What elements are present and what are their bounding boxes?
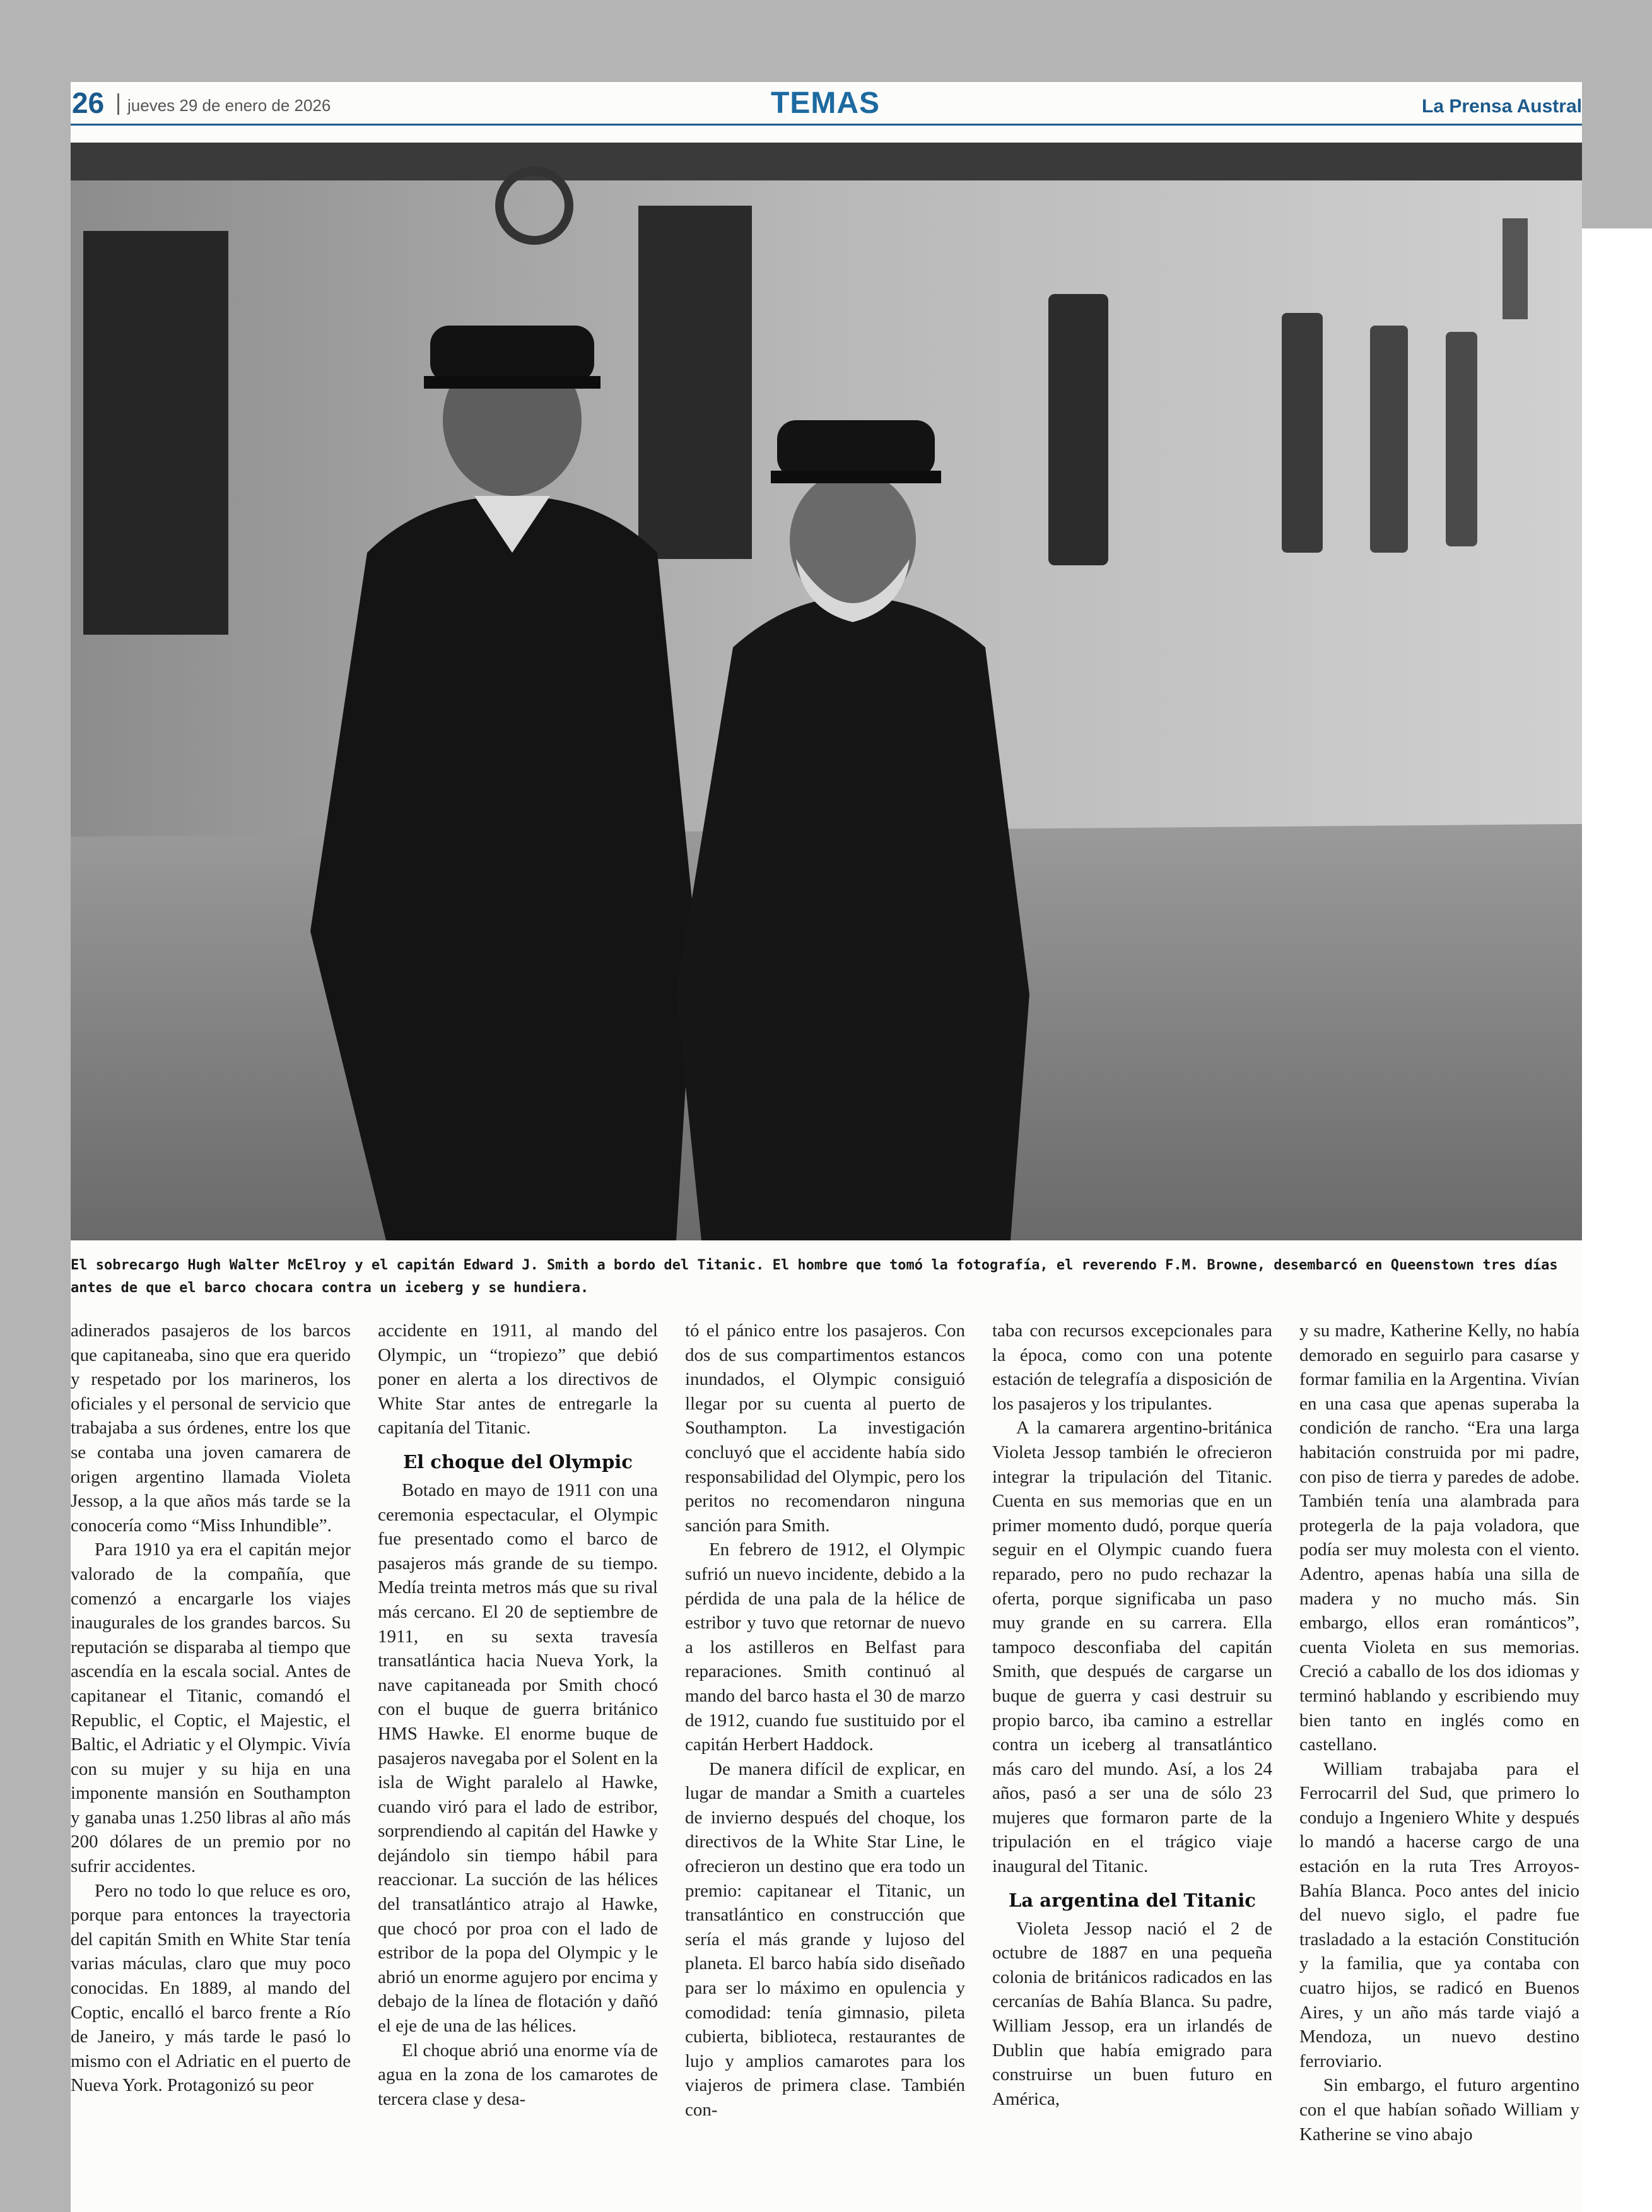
paragraph: De manera difícil de explicar, en lugar de mandar a Smith a cuarteles de invierno después del choque, los directivos de la White Star Line, le ofrecieron un destino que era todo un premio: capitanear el Titanic, un transatlántico en construcción que sería el más grande y lujoso del planeta. El barco había sido diseñado para ser lo máximo en opulencia y comodidad: tenía gimnasio, pileta cubierta, biblioteca, restaurantes de lujo y amplios camarotes para los viajeros de primera clase. También con- [685, 1758, 965, 2120]
paragraph: A la camarera argentino-británica Violeta Jessop también le ofrecieron integrar la tripulación del Titanic. Cuenta en sus memorias que en un primer momento dudó, porque quería seguir en el Olympic cuando fuera reparado, pero no pudo rechazar la oferta, porque significaba un paso muy grande en su carrera. Ella tampoco desconfiaba del capitán Smith, que después de cargarse un buque de guerra y casi destruir su propio barco, iba camino a estrellar contra un iceberg al transatlántico más caro del mundo. Así, a los 24 años, pasó a ser una de sólo 23 mujeres que formaron parte de la tripulación en el trágico viaje inaugural del Titanic. [992, 1418, 1272, 1877]
paragraph: Botado en mayo de 1911 con una ceremonia espectacular, el Olympic fue presentado como el barco de pasajeros más grande de su tiempo. Medía treinta metros más que su rival más cercano. El 20 de septiembre de 1911, en su sexta travesía transatlántica hacia Nueva York, la nave capitaneada por Smith chocó con el buque de guerra británico HMS Hawke. El enorme buque de pasajeros navegaba por el Solent en la isla de Wight paralelo al Hawke, cuando viró para el lado de estribor, sorprendiendo al capitán del Hawke y dejándolo sin tiempo hábil para reaccionar. La succión de las hélices del transatlántico atrajo al Hawke, que chocó por proa con el lado de estribor de la popa del Olympic y le abrió un enorme agujero por encima y debajo de la línea de flotación y dañó el eje de una de las hélices. [378, 1480, 658, 2037]
article-column-3 [685, 1319, 965, 2122]
header-rule [71, 124, 1582, 126]
main-photo [71, 143, 1582, 1240]
subheading-olympic: El choque del Olympic [403, 1450, 633, 1473]
paragraph: Para 1910 ya era el capitán mejor valorado de la compañía, que comenzó a encargarle los viajes inaugurales de los grandes barcos. Su reputación se disparaba al tiempo que ascendía en la escala social. Antes de capitanear el Titanic, comandó el Republic, el Coptic, el Majestic, el Baltic, el Adriatic y el Olympic. Vivía con su mujer y su hija en una imponente mansión en Southampton y ganaba unas 1.250 libras al año más 200 dólares de un premio por no sufrir accidentes. [71, 1539, 351, 1877]
article-column-4 [992, 1319, 1272, 2111]
paragraph: y su madre, Katherine Kelly, no había demorado en seguirlo para casarse y formar familia en la Argentina. Vivían en una casa que apenas superaba la condición de rancho. “Era una larga habitación construida por mi padre, con piso de tierra y paredes de adobe. También tenía una alambrada para protegerla de la paja voladora, que podía ser muy molesta con el viento. Adentro, apenas había una silla de madera y no mucho más. Sin embargo, ellos eran románticos”, cuenta Violeta en sus memorias. Creció a caballo de los dos idiomas y terminó hablando y escribiendo muy bien tanto en inglés como en castellano. [1299, 1321, 1579, 1755]
paragraph: accidente en 1911, al mando del Olympic, un “tropiezo” que debió poner en alerta a los directivos de White Star antes de entregarle la capitanía del Titanic. [378, 1321, 658, 1438]
header-divider [117, 93, 119, 115]
paragraph: En febrero de 1912, el Olympic sufrió un nuevo incidente, debido a la pérdida de una pala de la hélice de estribor y tuvo que retornar de nuevo a los astilleros en Belfast para reparaciones. Smith continuó al mando del barco hasta el 30 de marzo de 1912, cuando fue sustituido por el capitán Herbert Haddock. [685, 1539, 965, 1755]
subheading-argentina: La argentina del Titanic [1009, 1889, 1256, 1911]
issue-date: jueves 29 de enero de 2026 [127, 96, 331, 115]
paragraph: tó el pánico entre los pasajeros. Con dos de sus compartimentos estancos inundados, el Olympic consiguió llegar por su cuenta al puerto de Southampton. La investigación concluyó que el accidente había sido responsabilidad del Olympic, pero los peritos no recomendaron ninguna sanción para Smith. [685, 1321, 965, 1536]
page-header [71, 82, 1582, 126]
article-column-2 [378, 1319, 658, 2111]
paragraph: Violeta Jessop nació el 2 de octubre de 1887 en una pequeña colonia de británicos radicados en las cercanías de Bahía Blanca. Su padre, William Jessop, era un irlandés de Dublin que había emigrado para construirse un buen futuro en América, [992, 1918, 1272, 2109]
article-column-1 [71, 1319, 351, 2098]
paragraph: William trabajaba para el Ferrocarril del Sud, que primero lo condujo a Ingeniero White y después lo mandó a hacerse cargo de una estación en la ruta Tres Arroyos-Bahía Blanca. Poco antes del inicio del nuevo siglo, el padre fue trasladado a la estación Constitución y la familia, que ya contaba con cuatro hijos, se radicó en Buenos Aires, y un año más tarde viajó a Mendoza, un nuevo destino ferroviario. [1299, 1758, 1579, 2071]
article-column-5 [1299, 1319, 1579, 2146]
publication-name: La Prensa Austral [1422, 96, 1582, 117]
page-number: 26 [72, 86, 105, 119]
paragraph: Sin embargo, el futuro argentino con el que habían soñado William y Katherine se vino abajo [1299, 2075, 1579, 2144]
paragraph: El choque abrió una enorme vía de agua en la zona de los camarotes de tercera clase y desa- [378, 2040, 658, 2109]
newspaper-page [71, 82, 1582, 2212]
section-title: TEMAS [771, 86, 880, 120]
paragraph: Pero no todo lo que reluce es oro, porque para entonces la trayectoria del capitán Smith en White Star tenía varias máculas, claro que muy poco conocidas. En 1889, al mando del Coptic, encalló el barco frente a Río de Janeiro, y más tarde le pasó lo mismo con el Adriatic en el puerto de Nueva York. Protagonizó su peor [71, 1880, 351, 2096]
photo-illustration [71, 143, 1582, 1240]
paragraph: adinerados pasajeros de los barcos que capitaneaba, sino que era querido y respetado por los marineros, los oficiales y el personal de servicio que trabajaba a sus órdenes, entre los que se contaba una joven camarera de origen argentino llamada Violeta Jessop, a la que años más tarde se la conocería como “Miss Inhundible”. [71, 1321, 351, 1536]
paragraph: taba con recursos excepcionales para la época, como con una potente estación de telegrafía a disposición de los pasajeros y los tripulantes. [992, 1321, 1272, 1414]
photo-caption: El sobrecargo Hugh Walter McElroy y el capitán Edward J. Smith a bordo del Titanic. El hombre que tomó la fotografía, el reverendo F.M. Browne, desembarcó en Queenstown tres días antes de que el barco chocara contra un iceberg y se hundiera. [71, 1257, 1558, 1296]
